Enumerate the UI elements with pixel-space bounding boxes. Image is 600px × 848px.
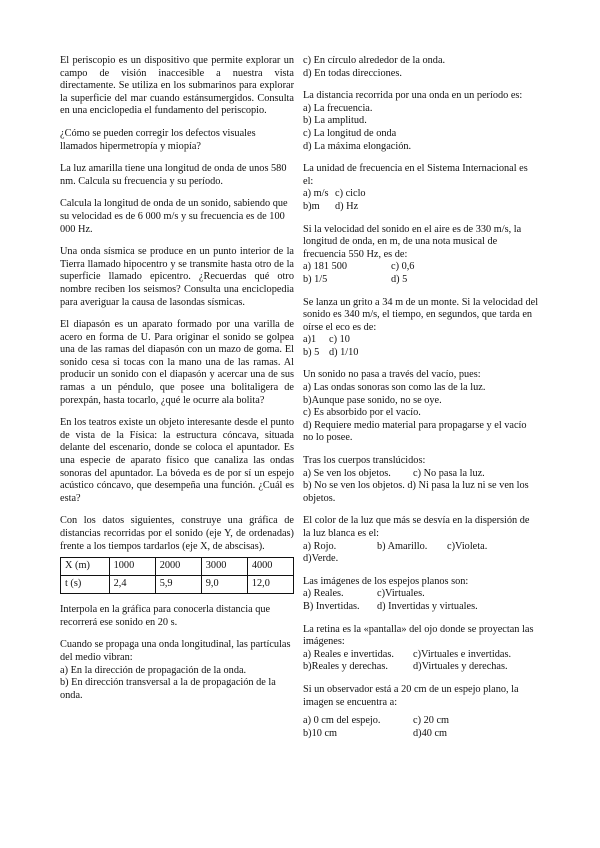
option-a: a) Reales.: [303, 588, 344, 600]
data-table: [60, 557, 294, 594]
option-c: c) 0,6: [391, 261, 415, 273]
option-a: a) La frecuencia.: [303, 102, 373, 114]
question-observador: [303, 684, 539, 740]
options-row: [303, 588, 539, 601]
option-d: d) 1/10: [329, 346, 359, 358]
table-cell: 3000: [201, 558, 247, 576]
option-b: b)Aunque pase sonido, no se oye.: [303, 394, 442, 406]
option-b: B) Invertidas.: [303, 600, 360, 612]
options-row: [303, 261, 539, 274]
question-translucidos: [303, 455, 539, 505]
option-d: d)Virtuales y derechas.: [413, 661, 508, 673]
option-d: d) 5: [391, 273, 408, 285]
options-row: [303, 541, 539, 554]
table-cell: 4000: [247, 558, 293, 576]
question-unidad-frecuencia: [303, 163, 539, 213]
option-a: a) En la dirección de propagación de la onda.: [60, 664, 247, 676]
question-retina: [303, 624, 539, 674]
question-grafica: Con los datos siguientes, construye una gráfica de distancias recorridas por el sonido (eje Y, de ordenadas) frente a los tiempos tardarlos (eje X, de abscisas).: [60, 515, 294, 552]
table-cell: 2,4: [109, 576, 155, 594]
options-row: [303, 188, 539, 201]
option-a: a) m/s: [303, 188, 329, 200]
table-cell: 12,0: [247, 576, 293, 594]
option-d: d)Verde.: [303, 553, 339, 565]
option-d: d) En todas direcciones.: [303, 67, 402, 79]
option-c: c) No pasa la luz.: [413, 467, 485, 479]
option-a: a) Reales e invertidas.: [303, 648, 394, 660]
option-c: c) 20 cm: [413, 715, 450, 727]
options-row: [303, 715, 539, 728]
right-column: [303, 55, 539, 750]
question-eco: [303, 297, 539, 360]
option-b: b)10 cm: [303, 727, 338, 739]
table-cell: 5,9: [155, 576, 201, 594]
left-column: [60, 55, 294, 702]
table-row: [61, 576, 294, 594]
question-text: La retina es la «pantalla» del ojo donde se proyectan las imágenes:: [303, 623, 534, 648]
question-text: Un sonido no pasa a través del vacío, pues:: [303, 369, 481, 381]
question-longitud-onda: Calcula la longitud de onda de un sonido, sabiendo que su velocidad es de 6 000 m/s y su frecuencia es de 100 000 Hz.: [60, 198, 288, 235]
options-row: [303, 468, 539, 481]
option-a: a) Las ondas sonoras son como las de la luz.: [303, 382, 486, 394]
options-row: [303, 347, 539, 360]
question-interpola: Interpola en la gráfica para conocerla distancia que recorrerá ese sonido en 20 s.: [60, 604, 271, 628]
option-c: c)Virtuales e invertidas.: [413, 648, 512, 660]
option-b: b) 1/5: [303, 273, 328, 285]
question-vacio: [303, 369, 539, 445]
option-a: a) 0 cm del espejo.: [303, 715, 381, 727]
options-row: [303, 728, 539, 741]
question-text: Si un observador está a 20 cm de un espejo plano, la imagen se encuentra a:: [303, 683, 519, 708]
option-c: c)Virtuales.: [377, 588, 425, 600]
table-cell: 2000: [155, 558, 201, 576]
question-velocidad-sonido: [303, 224, 539, 287]
options-row: [303, 601, 539, 614]
question-teatros: En los teatros existe un objeto interesante desde el punto de vista de la Física: la estructura cóncava, situada delante del escenario, donde se coloca el apuntador. Es una especie de aparato físico que canaliza las ondas sonoras del apuntador. La bóveda es de por sí un espejo acústico cóncavo, que desempeña una función. ¿Cuál es esta?: [60, 417, 294, 504]
question-text: Tras los cuerpos translúcidos:: [303, 455, 426, 467]
question-text: Las imágenes de los espejos planos son:: [303, 575, 469, 587]
option-b: b) 5: [303, 346, 320, 358]
option-c: c) Es absorbido por el vacío.: [303, 407, 421, 419]
option-c: c) ciclo: [335, 188, 366, 200]
option-b: b)Reales y derechas.: [303, 661, 388, 673]
option-b: b) En dirección transversal a la de propagación de la onda.: [60, 677, 276, 701]
question-dispersion: [303, 515, 539, 565]
table-cell: X (m): [61, 558, 110, 576]
question-text: El color de la luz que más se desvía en la dispersión de la luz blanca es el:: [303, 515, 530, 539]
option-c: c) En círculo alrededor de la onda.: [303, 55, 446, 66]
question-diapason: El diapasón es un aparato formado por una varilla de acero en forma de U. Para originar el sonido se golpea una de las ramas del diapasón con un mazo de goma. El sonido cesa si tocas con la mano una de las ramas. Al producir un sonido con el diapasón y acercar una de sus ramas a un péndulo, que posee una bolitaligera de porexpán, hasta tocarlo, ¿qué le ocurre ala bolita?: [60, 319, 294, 406]
option-c: c) 10: [329, 334, 350, 346]
question-defectos-visuales: ¿Cómo se pueden corregir los defectos visuales llamados hipermetropía y miopía?: [60, 127, 256, 152]
question-distancia-periodo: [303, 90, 539, 153]
options-row: [303, 334, 539, 347]
question-onda-longitudinal: Cuando se propaga una onda longitudinal, las partículas del medio vibran:: [60, 639, 291, 663]
option-a: a) Rojo.: [303, 540, 337, 552]
question-text: Si la velocidad del sonido en el aire es de 330 m/s, la longitud de onda, en m, de una nota musical de frecuencia 550 Hz, es de:: [303, 223, 522, 260]
option-d: d) La máxima elongación.: [303, 140, 412, 152]
question-periscopio: El periscopio es un dispositivo que permite explorar un campo de visión inaccesible a nuestra vista directamente. Se utiliza en los submarinos para explorar la superficie del mar cuando estánsumergidos. Consulta en una enciclopedia el fundamento del periscopio.: [60, 55, 294, 117]
option-a: a) Se ven los objetos.: [303, 467, 391, 479]
option-b-d: b) No se ven los objetos. d) Ni pasa la luz ni se ven los objetos.: [303, 480, 529, 504]
option-c: c) La longitud de onda: [303, 127, 397, 139]
question-text: La distancia recorrida por una onda en un período es:: [303, 90, 523, 102]
option-a: a) 181 500: [303, 261, 348, 273]
question-onda-sismica: Una onda sísmica se produce en un punto interior de la Tierra llamado hipocentro y se transmite hasta otro de la superficie llamado epicentro. ¿Recuerdas qué otro nombre reciben los seismos? Consulta una enciclopedia para averiguar la causa de lasondas sísmicas.: [60, 246, 294, 308]
question-luz-amarilla: La luz amarilla tiene una longitud de onda de unos 580 nm. Calcula su frecuencia y su período.: [60, 163, 287, 187]
option-b: b) La amplitud.: [303, 115, 367, 127]
question-espejos-planos: [303, 576, 539, 614]
option-c: c)Violeta.: [447, 540, 488, 552]
table-row: [61, 558, 294, 576]
option-a: a)1: [303, 334, 317, 346]
table-cell: t (s): [61, 576, 110, 594]
question-text: Se lanza un grito a 34 m de un monte. Si la velocidad del sonido es 340 m/s, el tiempo, en segundos, que tarda en oírse el eco es de:: [303, 296, 539, 333]
question-text: La unidad de frecuencia en el Sistema Internacional es el:: [303, 163, 528, 187]
option-d: d) Hz: [335, 200, 359, 212]
option-d: d) Invertidas y virtuales.: [377, 600, 478, 612]
options-row: [303, 274, 539, 287]
options-row: [303, 649, 539, 662]
option-b: b)m: [303, 200, 320, 212]
option-d: d)40 cm: [413, 727, 448, 739]
option-b: b) Amarillo.: [377, 540, 428, 552]
options-row: [303, 201, 539, 214]
table-cell: 1000: [109, 558, 155, 576]
options-row: [303, 661, 539, 674]
option-d: d) Requiere medio material para propagarse y el vacío no lo posee.: [303, 419, 527, 444]
options-continued: [303, 55, 539, 80]
table-cell: 9,0: [201, 576, 247, 594]
